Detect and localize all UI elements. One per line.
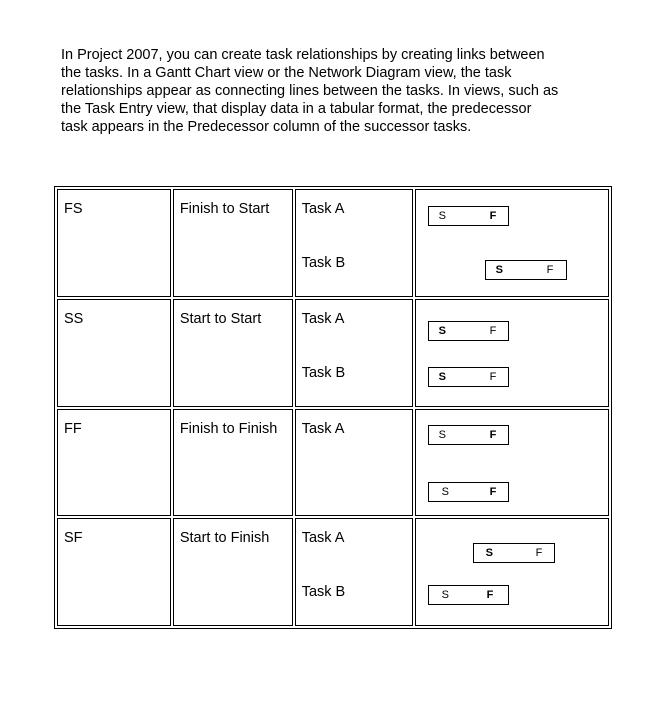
intro-line: In Project 2007, you can create task relationships by creating links between	[61, 47, 545, 63]
relationship-name-cell	[173, 299, 293, 407]
task-b-label: Task B	[301, 364, 346, 381]
relationship-name-cell	[173, 518, 293, 626]
table-row-sf	[57, 518, 609, 626]
tasks-cell	[295, 189, 413, 297]
bar-start-label: S	[438, 428, 446, 441]
bar-finish-label: F	[489, 370, 497, 383]
intro-line: task appears in the Predecessor column of the successor tasks.	[61, 119, 472, 135]
bar-start-label: S	[438, 210, 446, 222]
task-relationship-table	[54, 186, 612, 629]
bar-finish-label: F	[546, 264, 554, 276]
relationship-code: FF	[64, 420, 82, 437]
task-b-bar	[428, 585, 509, 605]
diagram-cell	[415, 409, 609, 517]
task-b-label: Task B	[301, 584, 346, 601]
bar-start-label: S	[441, 485, 449, 498]
relationship-code: SF	[64, 530, 83, 547]
relationship-name: Start to Finish	[179, 530, 270, 547]
task-a-bar	[428, 425, 509, 445]
relationship-code-cell	[57, 518, 171, 626]
tasks-cell	[295, 299, 413, 407]
bar-finish-label: F	[535, 547, 543, 560]
task-b-label: Task B	[301, 255, 346, 271]
task-a-label: Task A	[301, 310, 345, 327]
relationship-code: SS	[64, 310, 84, 327]
relationship-name: Finish to Finish	[179, 420, 278, 437]
task-b-bar	[485, 260, 567, 280]
diagram-cell	[415, 299, 609, 407]
bar-start-label: S	[495, 264, 503, 276]
bar-start-label: S	[485, 547, 493, 560]
bar-start-label: S	[438, 370, 446, 383]
bar-finish-label: F	[489, 324, 497, 337]
tasks-cell	[295, 409, 413, 517]
task-b-bar	[428, 482, 509, 502]
task-a-bar	[428, 321, 509, 341]
relationship-code-cell	[57, 189, 171, 297]
table-row-fs	[57, 189, 609, 297]
table-row-ff	[57, 409, 609, 517]
intro-line: relationships appear as connecting lines between the tasks. In views, such as	[61, 83, 559, 99]
bar-finish-label: F	[489, 485, 497, 498]
task-b-bar	[428, 367, 509, 387]
bar-finish-label: F	[489, 210, 497, 222]
relationship-name: Finish to Start	[179, 201, 270, 217]
diagram-cell	[415, 189, 609, 297]
diagram-cell	[415, 518, 609, 626]
task-a-bar	[428, 206, 509, 226]
tasks-cell	[295, 518, 413, 626]
relationship-code-cell	[57, 409, 171, 517]
intro-line: the tasks. In a Gantt Chart view or the Network Diagram view, the task	[61, 65, 512, 81]
task-a-label: Task A	[301, 201, 345, 217]
relationship-name: Start to Start	[179, 310, 262, 327]
task-a-label: Task A	[301, 530, 345, 547]
task-a-bar	[473, 543, 555, 563]
intro-line: the Task Entry view, that display data in a tabular format, the predecessor	[61, 101, 532, 117]
table-row-ss	[57, 299, 609, 407]
relationship-code-cell	[57, 299, 171, 407]
intro-paragraph	[61, 46, 601, 136]
task-a-label: Task A	[301, 420, 345, 437]
bar-start-label: S	[441, 589, 449, 602]
bar-finish-label: F	[489, 428, 497, 441]
bar-finish-label: F	[486, 589, 494, 602]
bar-start-label: S	[438, 324, 446, 337]
relationship-name-cell	[173, 409, 293, 517]
relationship-code: FS	[64, 201, 83, 217]
relationship-name-cell	[173, 189, 293, 297]
